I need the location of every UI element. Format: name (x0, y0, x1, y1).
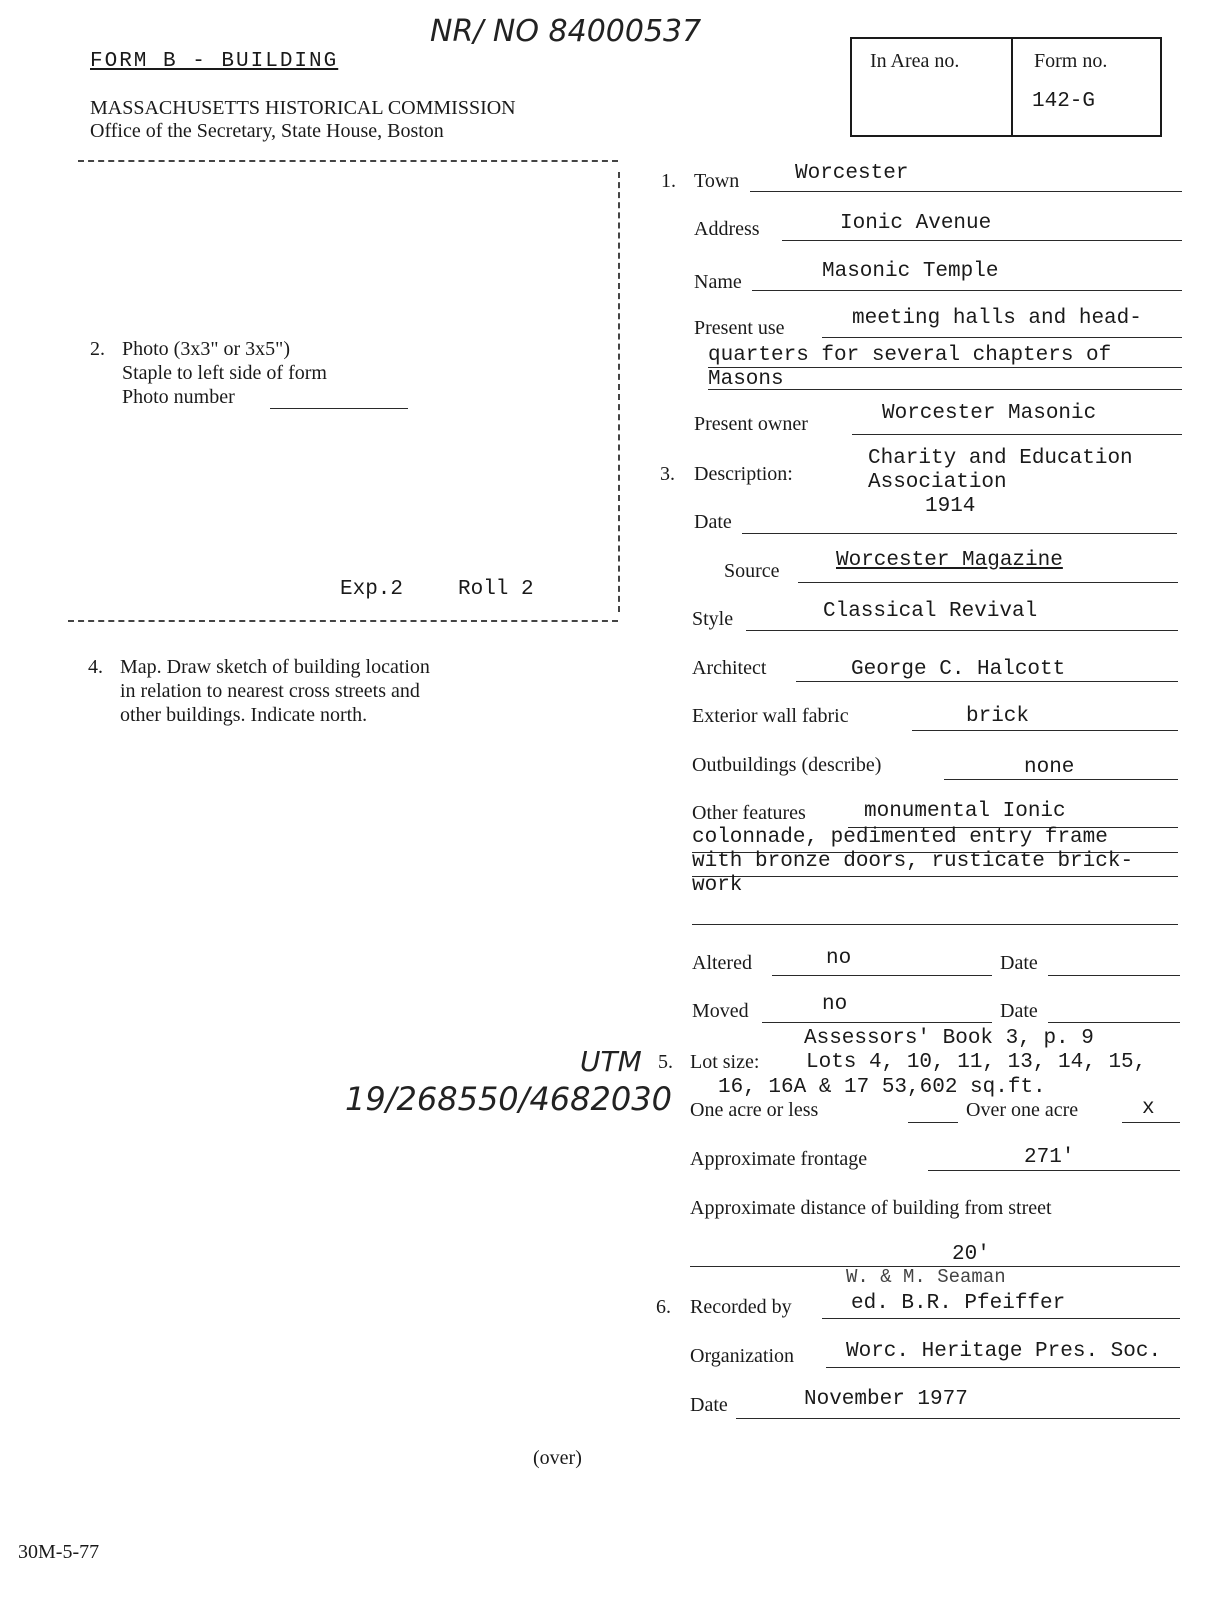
present-use-line-3 (708, 389, 1182, 390)
other-features-value-3: with bronze doors, rusticate brick- (692, 850, 1134, 873)
frontage-label: Approximate frontage (690, 1148, 868, 1170)
present-owner-value-1: Worcester Masonic (882, 402, 1097, 425)
moved-date-line (1048, 1022, 1180, 1023)
record-date-line (736, 1418, 1180, 1419)
present-use-line-1 (822, 337, 1182, 338)
map-instruction-1: Map. Draw sketch of building location (120, 656, 430, 678)
area-number-label: In Area no. (870, 50, 960, 72)
address-value: Ionic Avenue (840, 212, 992, 235)
outbuildings-label: Outbuildings (describe) (692, 754, 882, 776)
other-features-value-4: work (692, 874, 743, 897)
recorded-by-label: Recorded by (690, 1296, 792, 1318)
architect-label: Architect (692, 657, 767, 679)
outbuildings-line (944, 779, 1178, 780)
form-number-value: 142-G (1032, 90, 1096, 113)
moved-date-label: Date (1000, 1000, 1038, 1022)
description-number: 3. (660, 463, 675, 485)
source-line (798, 582, 1178, 583)
record-date-value: November 1977 (804, 1388, 968, 1411)
recorded-by-value-1: W. & M. Seaman (846, 1266, 1006, 1288)
description-label: Description: (694, 463, 793, 485)
handwritten-reference: NR/ NO 84000537 (430, 14, 702, 49)
altered-value: no (826, 947, 852, 970)
photo-number-label: Photo number (122, 386, 235, 408)
other-features-line-4 (692, 924, 1178, 925)
photo-instruction-1: Photo (3x3" or 3x5") (122, 338, 290, 360)
altered-line (772, 975, 992, 976)
photo-area-bottom-border (68, 620, 618, 622)
record-date-label: Date (690, 1394, 728, 1416)
town-number: 1. (661, 170, 676, 192)
architect-line (796, 681, 1178, 682)
altered-date-line (1048, 975, 1180, 976)
acre-over-line (1122, 1122, 1180, 1123)
photo-instruction-2: Staple to left side of form (122, 362, 327, 384)
map-instruction-3: other buildings. Indicate north. (120, 704, 368, 726)
present-use-value-3: Masons (708, 368, 784, 391)
present-use-label: Present use (694, 317, 785, 339)
date-label: Date (694, 511, 732, 533)
map-instruction-2: in relation to nearest cross streets and (120, 680, 420, 702)
form-number-label: Form no. (1034, 50, 1108, 72)
town-label: Town (694, 170, 740, 192)
present-use-value-1: meeting halls and head- (852, 307, 1142, 330)
lot-size-number: 5. (658, 1051, 673, 1073)
style-value: Classical Revival (823, 600, 1038, 623)
address-label: Address (694, 218, 760, 240)
photo-area-right-border (618, 172, 620, 612)
style-line (746, 630, 1178, 631)
altered-date-label: Date (1000, 952, 1038, 974)
other-features-label: Other features (692, 802, 806, 824)
present-owner-value-3: Association (868, 471, 1007, 494)
exterior-wall-value: brick (966, 705, 1030, 728)
style-label: Style (692, 608, 734, 630)
other-features-line-3 (692, 876, 1178, 877)
photo-roll: Roll 2 (458, 578, 534, 601)
present-owner-line (852, 434, 1182, 435)
acre-less-line (908, 1122, 958, 1123)
exterior-wall-label: Exterior wall fabric (692, 705, 849, 727)
photo-section-number: 2. (90, 338, 105, 360)
altered-label: Altered (692, 952, 752, 974)
utm-label: UTM (580, 1045, 642, 1078)
acre-less-label: One acre or less (690, 1099, 819, 1121)
town-line (750, 191, 1182, 192)
present-owner-label: Present owner (694, 413, 808, 435)
other-features-value-1: monumental Ionic (864, 800, 1066, 823)
frontage-value: 271' (1024, 1146, 1075, 1169)
organization-line (826, 1367, 1180, 1368)
present-use-value-2: quarters for several chapters of (708, 344, 1112, 367)
area-form-divider (1011, 37, 1013, 135)
outbuildings-value: none (1024, 756, 1075, 779)
lot-size-value-2: 16, 16A & 17 53,602 sq.ft. (718, 1076, 1046, 1099)
form-code: 30M-5-77 (18, 1541, 100, 1563)
utm-coordinates: 19/268550/4682030 (345, 1080, 672, 1118)
name-label: Name (694, 271, 742, 293)
date-value: 1914 (925, 495, 976, 518)
photo-number-line (270, 408, 408, 409)
other-features-value-2: colonnade, pedimented entry frame (692, 826, 1108, 849)
town-value: Worcester (795, 162, 909, 185)
distance-value: 20' (952, 1243, 990, 1266)
lot-size-value-1: Lots 4, 10, 11, 13, 14, 15, (806, 1051, 1147, 1074)
organization-label: Organization (690, 1345, 795, 1367)
moved-label: Moved (692, 1000, 749, 1022)
name-value: Masonic Temple (822, 260, 999, 283)
date-line (742, 533, 1177, 534)
acre-over-value: x (1142, 1097, 1155, 1120)
present-owner-value-2: Charity and Education (868, 447, 1133, 470)
commission-name: MASSACHUSETTS HISTORICAL COMMISSION (90, 97, 516, 119)
architect-value: George C. Halcott (851, 658, 1066, 681)
moved-line (762, 1022, 992, 1023)
exterior-wall-line (912, 730, 1178, 731)
address-line (782, 240, 1182, 241)
frontage-line (928, 1170, 1180, 1171)
photo-exposure: Exp.2 (340, 578, 404, 601)
recorded-by-number: 6. (656, 1296, 671, 1318)
over-note: (over) (533, 1447, 582, 1469)
lot-size-label: Lot size: (690, 1051, 760, 1073)
photo-area-top-border (78, 160, 618, 162)
lot-assessors-note: Assessors' Book 3, p. 9 (804, 1027, 1094, 1050)
distance-label: Approximate distance of building from street (690, 1197, 1052, 1219)
source-label: Source (724, 560, 780, 582)
map-section-number: 4. (88, 656, 103, 678)
recorded-by-value-2: ed. B.R. Pfeiffer (851, 1292, 1066, 1315)
name-line (752, 290, 1182, 291)
office-address: Office of the Secretary, State House, Boston (90, 120, 444, 142)
form-title: FORM B - BUILDING (90, 50, 339, 73)
source-value: Worcester Magazine (836, 549, 1063, 572)
recorded-by-line (822, 1318, 1180, 1319)
organization-value: Worc. Heritage Pres. Soc. (846, 1340, 1162, 1363)
acre-over-label: Over one acre (966, 1099, 1079, 1121)
moved-value: no (822, 993, 848, 1016)
